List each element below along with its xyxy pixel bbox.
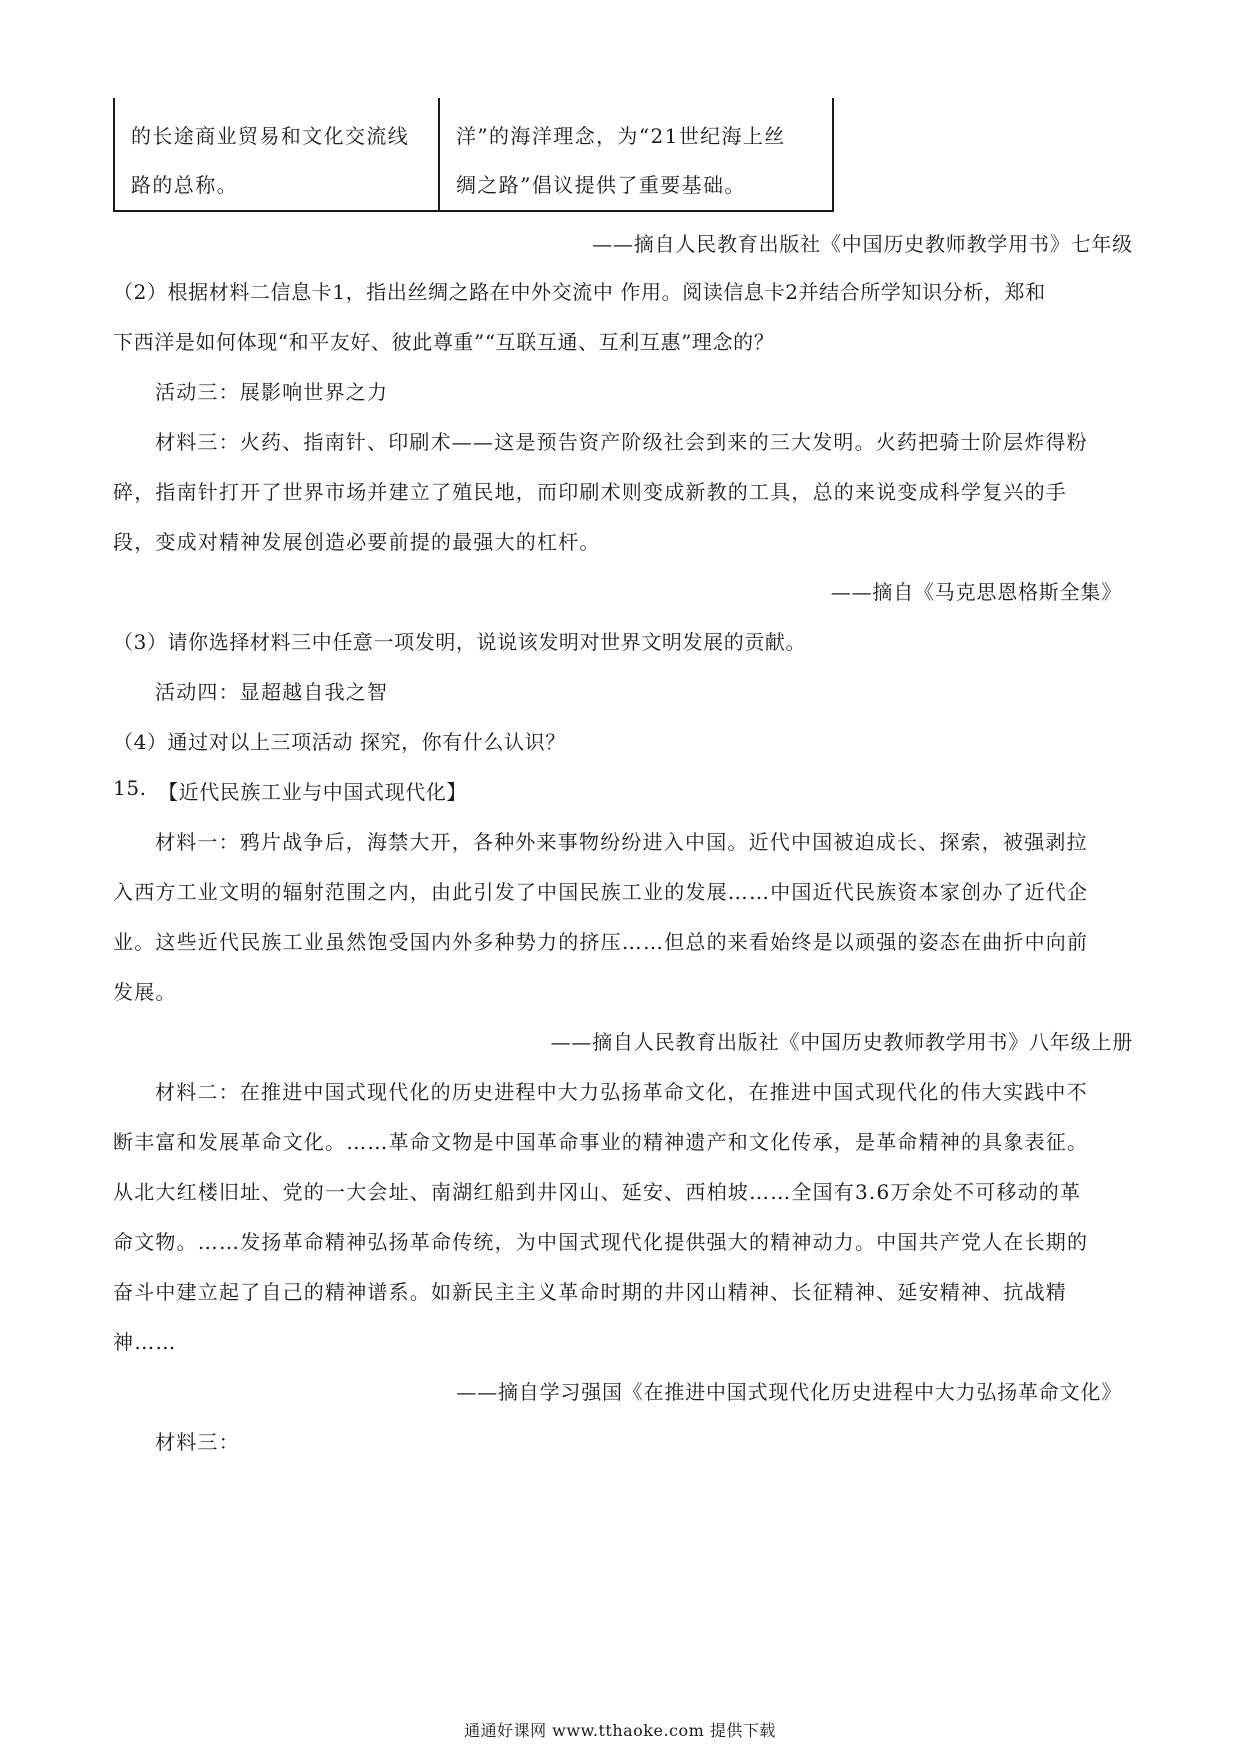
info-card-1-line: 的长途商业贸易和文化交流线 <box>131 124 410 148</box>
question-title: 【近代民族工业与中国式现代化】 <box>158 780 467 804</box>
material-line: 入西方工业文明的辐射范围之内，由此引发了中国民族工业的发展……中国近代民族资本家创办了近代企 <box>113 880 1089 904</box>
material-line: 材料一：鸦片战争后，海禁大开，各种外来事物纷纷进入中国。近代中国被迫成长、探索，被强剥拉 <box>155 830 1088 854</box>
material-line: 神…… <box>113 1330 177 1354</box>
question-3: （3）请你选择材料三中任意一项发明，说说该发明对世界文明发展的贡献。 <box>113 630 807 654</box>
material-line: 材料三：火药、指南针、印刷术——这是预告资产阶级社会到来的三大发明。火药把骑士阶层炸得粉 <box>155 430 1088 454</box>
activity-heading: 活动三：展影响世界之力 <box>155 380 389 404</box>
material-line: 从北大红楼旧址、党的一大会址、南湖红船到井冈山、延安、西柏坡……全国有3.6万余处不可移动的革 <box>113 1180 1082 1204</box>
material-line: 碎，指南针打开了世界市场并建立了殖民地，而印刷术则变成新教的工具，总的来说变成科学复兴的手 <box>113 480 1067 504</box>
page-footer: 通通好课网 www.tthaoke.com 提供下载 <box>464 1721 776 1740</box>
source-citation: ——摘自人民教育出版社《中国历史教师教学用书》八年级上册 <box>550 1030 1133 1054</box>
info-card-1-line: 路的总称。 <box>131 173 238 197</box>
source-citation: ——摘自《马克思恩格斯全集》 <box>830 580 1122 604</box>
material-line: 断丰富和发展革命文化。……革命文物是中国革命事业的精神遗产和文化传承，是革命精神的具象表征。 <box>113 1130 1089 1154</box>
activity-heading: 活动四：显超越自我之智 <box>155 680 389 704</box>
material-line: 发展。 <box>113 980 177 1004</box>
material-line: 命文物。……发扬革命精神弘扬革命传统，为中国式现代化提供强大的精神动力。中国共产党人在长期的 <box>113 1230 1089 1254</box>
info-card-table <box>113 98 834 212</box>
material-label: 材料三： <box>155 1430 240 1454</box>
question-4: （4）通过对以上三项活动 探究，你有什么认识？ <box>113 730 566 754</box>
question-number: 15. <box>113 776 147 800</box>
info-card-1-cell <box>114 98 439 211</box>
material-line: 段，变成对精神发展创造必要前提的最强大的杠杆。 <box>113 530 601 554</box>
source-citation: ——摘自人民教育出版社《中国历史教师教学用书》七年级 <box>592 232 1133 256</box>
question-2-line: 下西洋是如何体现“和平友好、彼此尊重”“互联互通、互利互惠”理念的？ <box>113 330 775 354</box>
info-card-2-line: 洋”的海洋理念，为“21世纪海上丝 <box>456 124 786 148</box>
material-line: 奋斗中建立起了自己的精神谱系。如新民主主义革命时期的井冈山精神、长征精神、延安精神、抗战精 <box>113 1280 1067 1304</box>
material-line: 材料二：在推进中国式现代化的历史进程中大力弘扬革命文化，在推进中国式现代化的伟大实践中不 <box>155 1080 1088 1104</box>
info-card-2-line: 绸之路”倡议提供了重要基础。 <box>456 173 746 197</box>
question-2-line: （2）根据材料二信息卡1，指出丝绸之路在中外交流中 作用。阅读信息卡2并结合所学知识分析，郑和 <box>113 280 1046 304</box>
source-citation: ——摘自学习强国《在推进中国式现代化历史进程中大力弘扬革命文化》 <box>456 1380 1122 1404</box>
material-line: 业。这些近代民族工业虽然饱受国内外多种势力的挤压……但总的来看始终是以顽强的姿态在曲折中向前 <box>113 930 1089 954</box>
info-card-2-cell <box>439 98 833 211</box>
